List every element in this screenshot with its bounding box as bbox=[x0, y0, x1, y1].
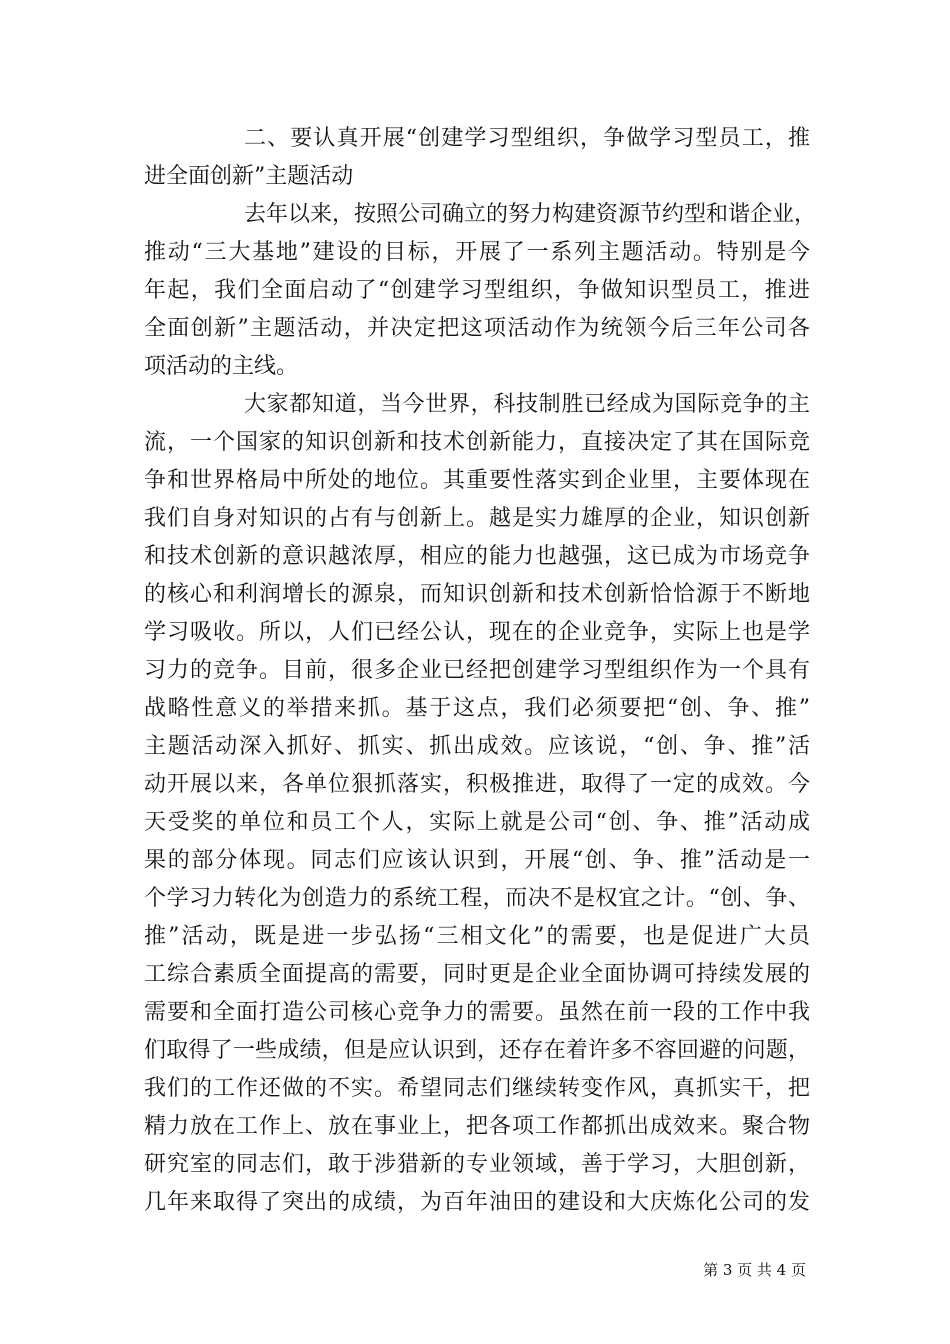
document-body bbox=[144, 120, 817, 1222]
paragraph-2-line-6: 的核心和利润增长的源泉，而知识创新和技术创新恰恰源于不断地 bbox=[144, 582, 810, 607]
paragraph-2-line-7: 学习吸收。所以，人们已经公认，现在的企业竞争，实际上也是学 bbox=[144, 620, 810, 645]
paragraph-1-line-4: 全面创新”主题活动，并决定把这项活动作为统领今后三年公司各 bbox=[144, 316, 810, 341]
paragraph-2-line-10: 主题活动深入抓好、抓实、抓出成效。应该说，“创、争、推”活 bbox=[144, 734, 810, 759]
paragraph-2-line-18: 们取得了一些成绩，但是应认识到，还存在着许多不容回避的问题， bbox=[144, 1038, 810, 1063]
paragraph-2-line-17: 需要和全面打造公司核心竞争力的需要。虽然在前一段的工作中我 bbox=[144, 1000, 810, 1025]
paragraph-2-line-8: 习力的竞争。目前，很多企业已经把创建学习型组织作为一个具有 bbox=[144, 658, 810, 683]
paragraph-2-line-5: 和技术创新的意识越浓厚，相应的能力也越强，这已成为市场竞争 bbox=[144, 544, 810, 569]
section-heading-line-2: 进全面创新”主题活动 bbox=[144, 164, 354, 189]
paragraph-2-line-21: 研究室的同志们，敢于涉猎新的专业领域，善于学习，大胆创新， bbox=[144, 1152, 810, 1177]
paragraph-1-line-3: 年起，我们全面启动了“创建学习型组织，争做知识型员工，推进 bbox=[144, 278, 810, 303]
paragraph-2-line-2: 流，一个国家的知识创新和技术创新能力，直接决定了其在国际竞 bbox=[144, 430, 810, 455]
paragraph-2-line-11: 动开展以来，各单位狠抓落实，积极推进，取得了一定的成效。今 bbox=[144, 772, 810, 797]
paragraph-2-line-14: 个学习力转化为创造力的系统工程，而决不是权宜之计。“创、争、 bbox=[144, 886, 810, 911]
paragraph-2-line-1: 大家都知道，当今世界，科技制胜已经成为国际竞争的主 bbox=[244, 392, 810, 417]
paragraph-2-line-20: 精力放在工作上、放在事业上，把各项工作都抓出成效来。聚合物 bbox=[144, 1114, 810, 1139]
paragraph-2-line-19: 我们的工作还做的不实。希望同志们继续转变作风，真抓实干，把 bbox=[144, 1076, 810, 1101]
paragraph-2-line-9: 战略性意义的举措来抓。基于这点，我们必须要把“创、争、推” bbox=[144, 696, 810, 721]
paragraph-2-line-15: 推”活动，既是进一步弘扬“三相文化”的需要，也是促进广大员 bbox=[144, 924, 810, 949]
paragraph-2-line-3: 争和世界格局中所处的地位。其重要性落实到企业里，主要体现在 bbox=[144, 468, 810, 493]
paragraph-1-line-5: 项活动的主线。 bbox=[144, 354, 299, 379]
paragraph-2-line-16: 工综合素质全面提高的需要，同时更是企业全面协调可持续发展的 bbox=[144, 962, 810, 987]
paragraph-2-line-4: 我们自身对知识的占有与创新上。越是实力雄厚的企业，知识创新 bbox=[144, 506, 810, 531]
paragraph-2-line-22: 几年来取得了突出的成绩，为百年油田的建设和大庆炼化公司的发 bbox=[144, 1190, 810, 1215]
paragraph-2-line-12: 天受奖的单位和员工个人，实际上就是公司“创、争、推”活动成 bbox=[144, 810, 810, 835]
page-number-footer: 第 3 页 共 4 页 bbox=[703, 1261, 806, 1279]
section-heading-line-1: 二、要认真开展“创建学习型组织，争做学习型员工，推 bbox=[244, 126, 810, 151]
paragraph-2-line-13: 果的部分体现。同志们应该认识到，开展“创、争、推”活动是一 bbox=[144, 848, 810, 873]
paragraph-1-line-1: 去年以来，按照公司确立的努力构建资源节约型和谐企业， bbox=[244, 202, 817, 227]
paragraph-1-line-2: 推动“三大基地”建设的目标，开展了一系列主题活动。特别是今 bbox=[144, 240, 810, 265]
